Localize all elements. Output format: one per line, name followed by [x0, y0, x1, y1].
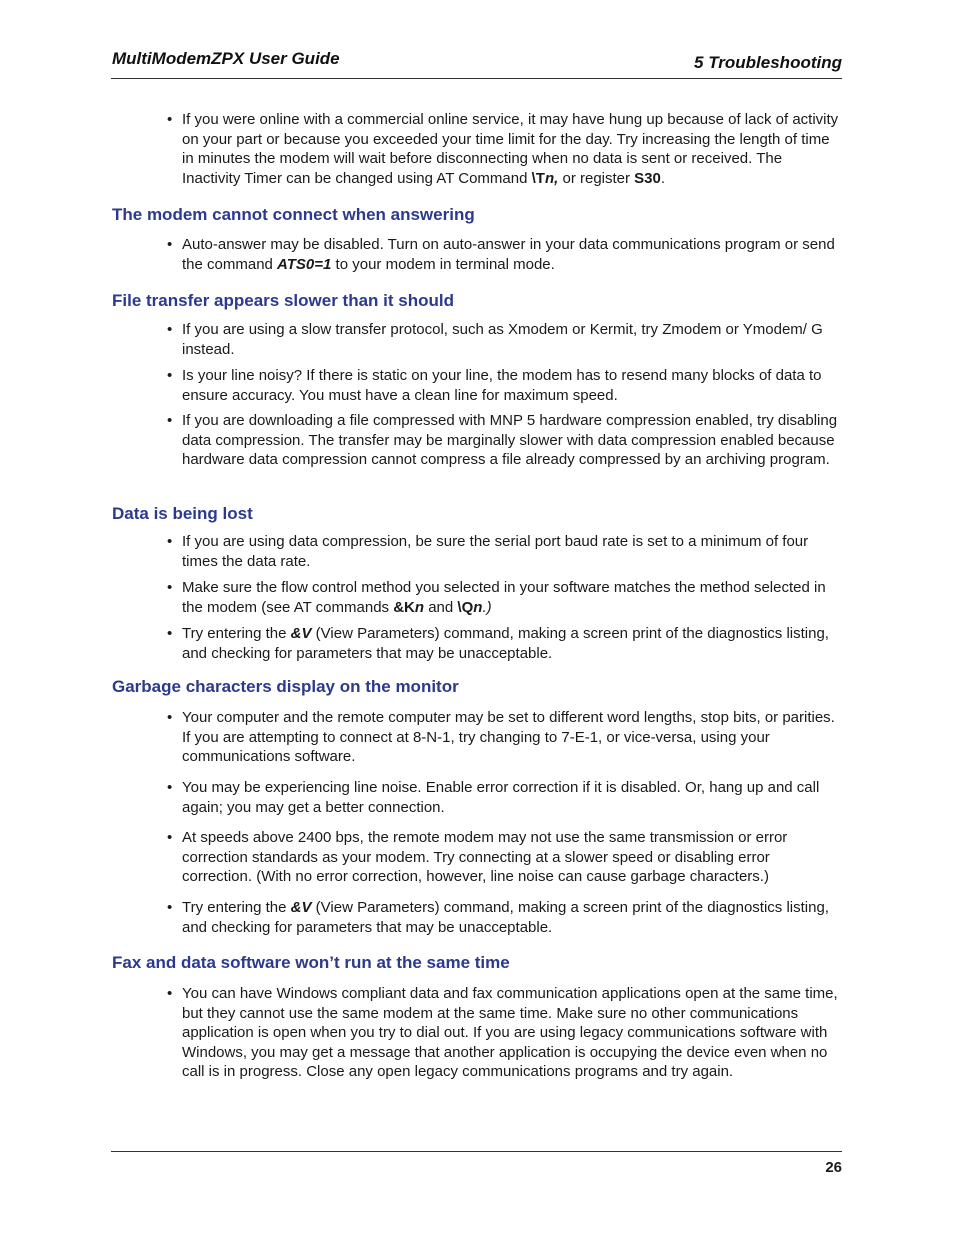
footer-rule: [111, 1151, 842, 1152]
list-item: [167, 366, 843, 405]
section-heading: The modem cannot connect when answering: [112, 205, 475, 224]
bullet: •: [167, 533, 173, 550]
section-heading: Fax and data software won’t run at the same time: [112, 953, 510, 972]
item-text: Try entering the &V (View Parameters) command, making a screen print of the diagnostics listing, and checking for parameters that may be unacceptable.: [182, 625, 829, 662]
bullet: •: [167, 412, 173, 429]
item-text: Your computer and the remote computer may be set to different word lengths, stop bits, or parities. If you are attempting to connect at 8-N-1, try changing to 7-E-1, or vice-versa, using your communications software.: [182, 709, 835, 766]
list-item: [167, 828, 843, 887]
command: ATS0=1: [277, 255, 332, 273]
command-param: n: [414, 598, 425, 616]
header-rule: [111, 78, 842, 79]
item-text: At speeds above 2400 bps, the remote modem may not use the same transmission or error correction standards as your modem. Try connecting at a slower speed or disabling error correction. (With no error correction, however, line noise can cause garbage characters.): [182, 829, 788, 886]
bullet: •: [167, 111, 173, 128]
list-item: [167, 624, 843, 663]
item-text: Make sure the flow control method you selected in your software matches the method selected in the modem (see AT commands &Kn and \Qn.): [182, 579, 826, 616]
bullet: •: [167, 899, 173, 916]
item-text: If you are using a slow transfer protocol, such as Xmodem or Kermit, try Zmodem or Ymodem/ G instead.: [182, 321, 823, 358]
item-text: If you were online with a commercial online service, it may have hung up because of lack of activity on your part or because you exceeded your time limit for the day. Try increasing the length of time in minutes the modem will wait before disconnecting when no data is sent or received. The Inactivity Timer can be changed using AT Command \Tn, or register S30.: [182, 111, 839, 187]
item-text: Try entering the &V (View Parameters) command, making a screen print of the diagnostics listing, and checking for parameters that may be unacceptable.: [182, 899, 829, 936]
register-name: S30: [634, 169, 661, 187]
command: \Q: [457, 598, 474, 616]
bullet: •: [167, 709, 173, 726]
bullet: •: [167, 829, 173, 846]
bullet: •: [167, 236, 173, 253]
item-text: You may be experiencing line noise. Enable error correction if it is disabled. Or, hang up and call again; you may get a better connection.: [182, 779, 820, 816]
item-text: If you are downloading a file compressed with MNP 5 hardware compression enabled, try disabling data compression. The transfer may be marginally slower with data compression enabled because hardware data compression cannot compress a file already compressed by an archiving program.: [182, 412, 838, 469]
list-item: [167, 532, 843, 571]
list-item: [167, 898, 843, 937]
command: \T: [531, 169, 545, 187]
list-item: [167, 110, 843, 188]
section-heading: Data is being lost: [112, 504, 253, 523]
item-text: Is your line noisy? If there is static on your line, the modem has to resend many blocks of data to ensure accuracy. You must have a clean line for maximum speed.: [182, 367, 822, 404]
section-heading: File transfer appears slower than it should: [112, 291, 454, 310]
list-item: [167, 235, 843, 274]
bullet: •: [167, 779, 173, 796]
command: &V: [290, 625, 312, 642]
list-item: [167, 320, 843, 359]
bullet: •: [167, 321, 173, 338]
list-item: [167, 708, 843, 767]
guide-title: MultiModemZPX User Guide: [112, 49, 340, 68]
chapter-title: 5 Troubleshooting: [694, 53, 842, 72]
bullet: •: [167, 367, 173, 384]
command-param: n: [473, 598, 483, 616]
section-heading: Garbage characters display on the monitor: [112, 677, 459, 696]
page-number: 26: [825, 1159, 842, 1176]
command-param: n,: [544, 169, 559, 187]
item-text: If you are using data compression, be sure the serial port baud rate is set to a minimum of four times the data rate.: [182, 533, 809, 570]
bullet: •: [167, 579, 173, 596]
list-item: [167, 578, 843, 617]
list-item: [167, 984, 843, 1082]
item-text: Auto-answer may be disabled. Turn on auto-answer in your data communications program or send the command ATS0=1 to your modem in terminal mode.: [182, 236, 835, 273]
bullet: •: [167, 985, 173, 1002]
bullet: •: [167, 625, 173, 642]
list-item: [167, 778, 843, 817]
item-text: You can have Windows compliant data and fax communication applications open at the same time, but they cannot use the same modem at the same time. Make sure no other communications application is open when you try to dial out. If you are using legacy communications software with Windows, you may get a message that another application is occupying the device even when no call is in progress. Close any open legacy communications programs and try again.: [182, 985, 838, 1081]
list-item: [167, 411, 843, 470]
command: &K: [393, 598, 415, 616]
command: &V: [290, 899, 312, 916]
